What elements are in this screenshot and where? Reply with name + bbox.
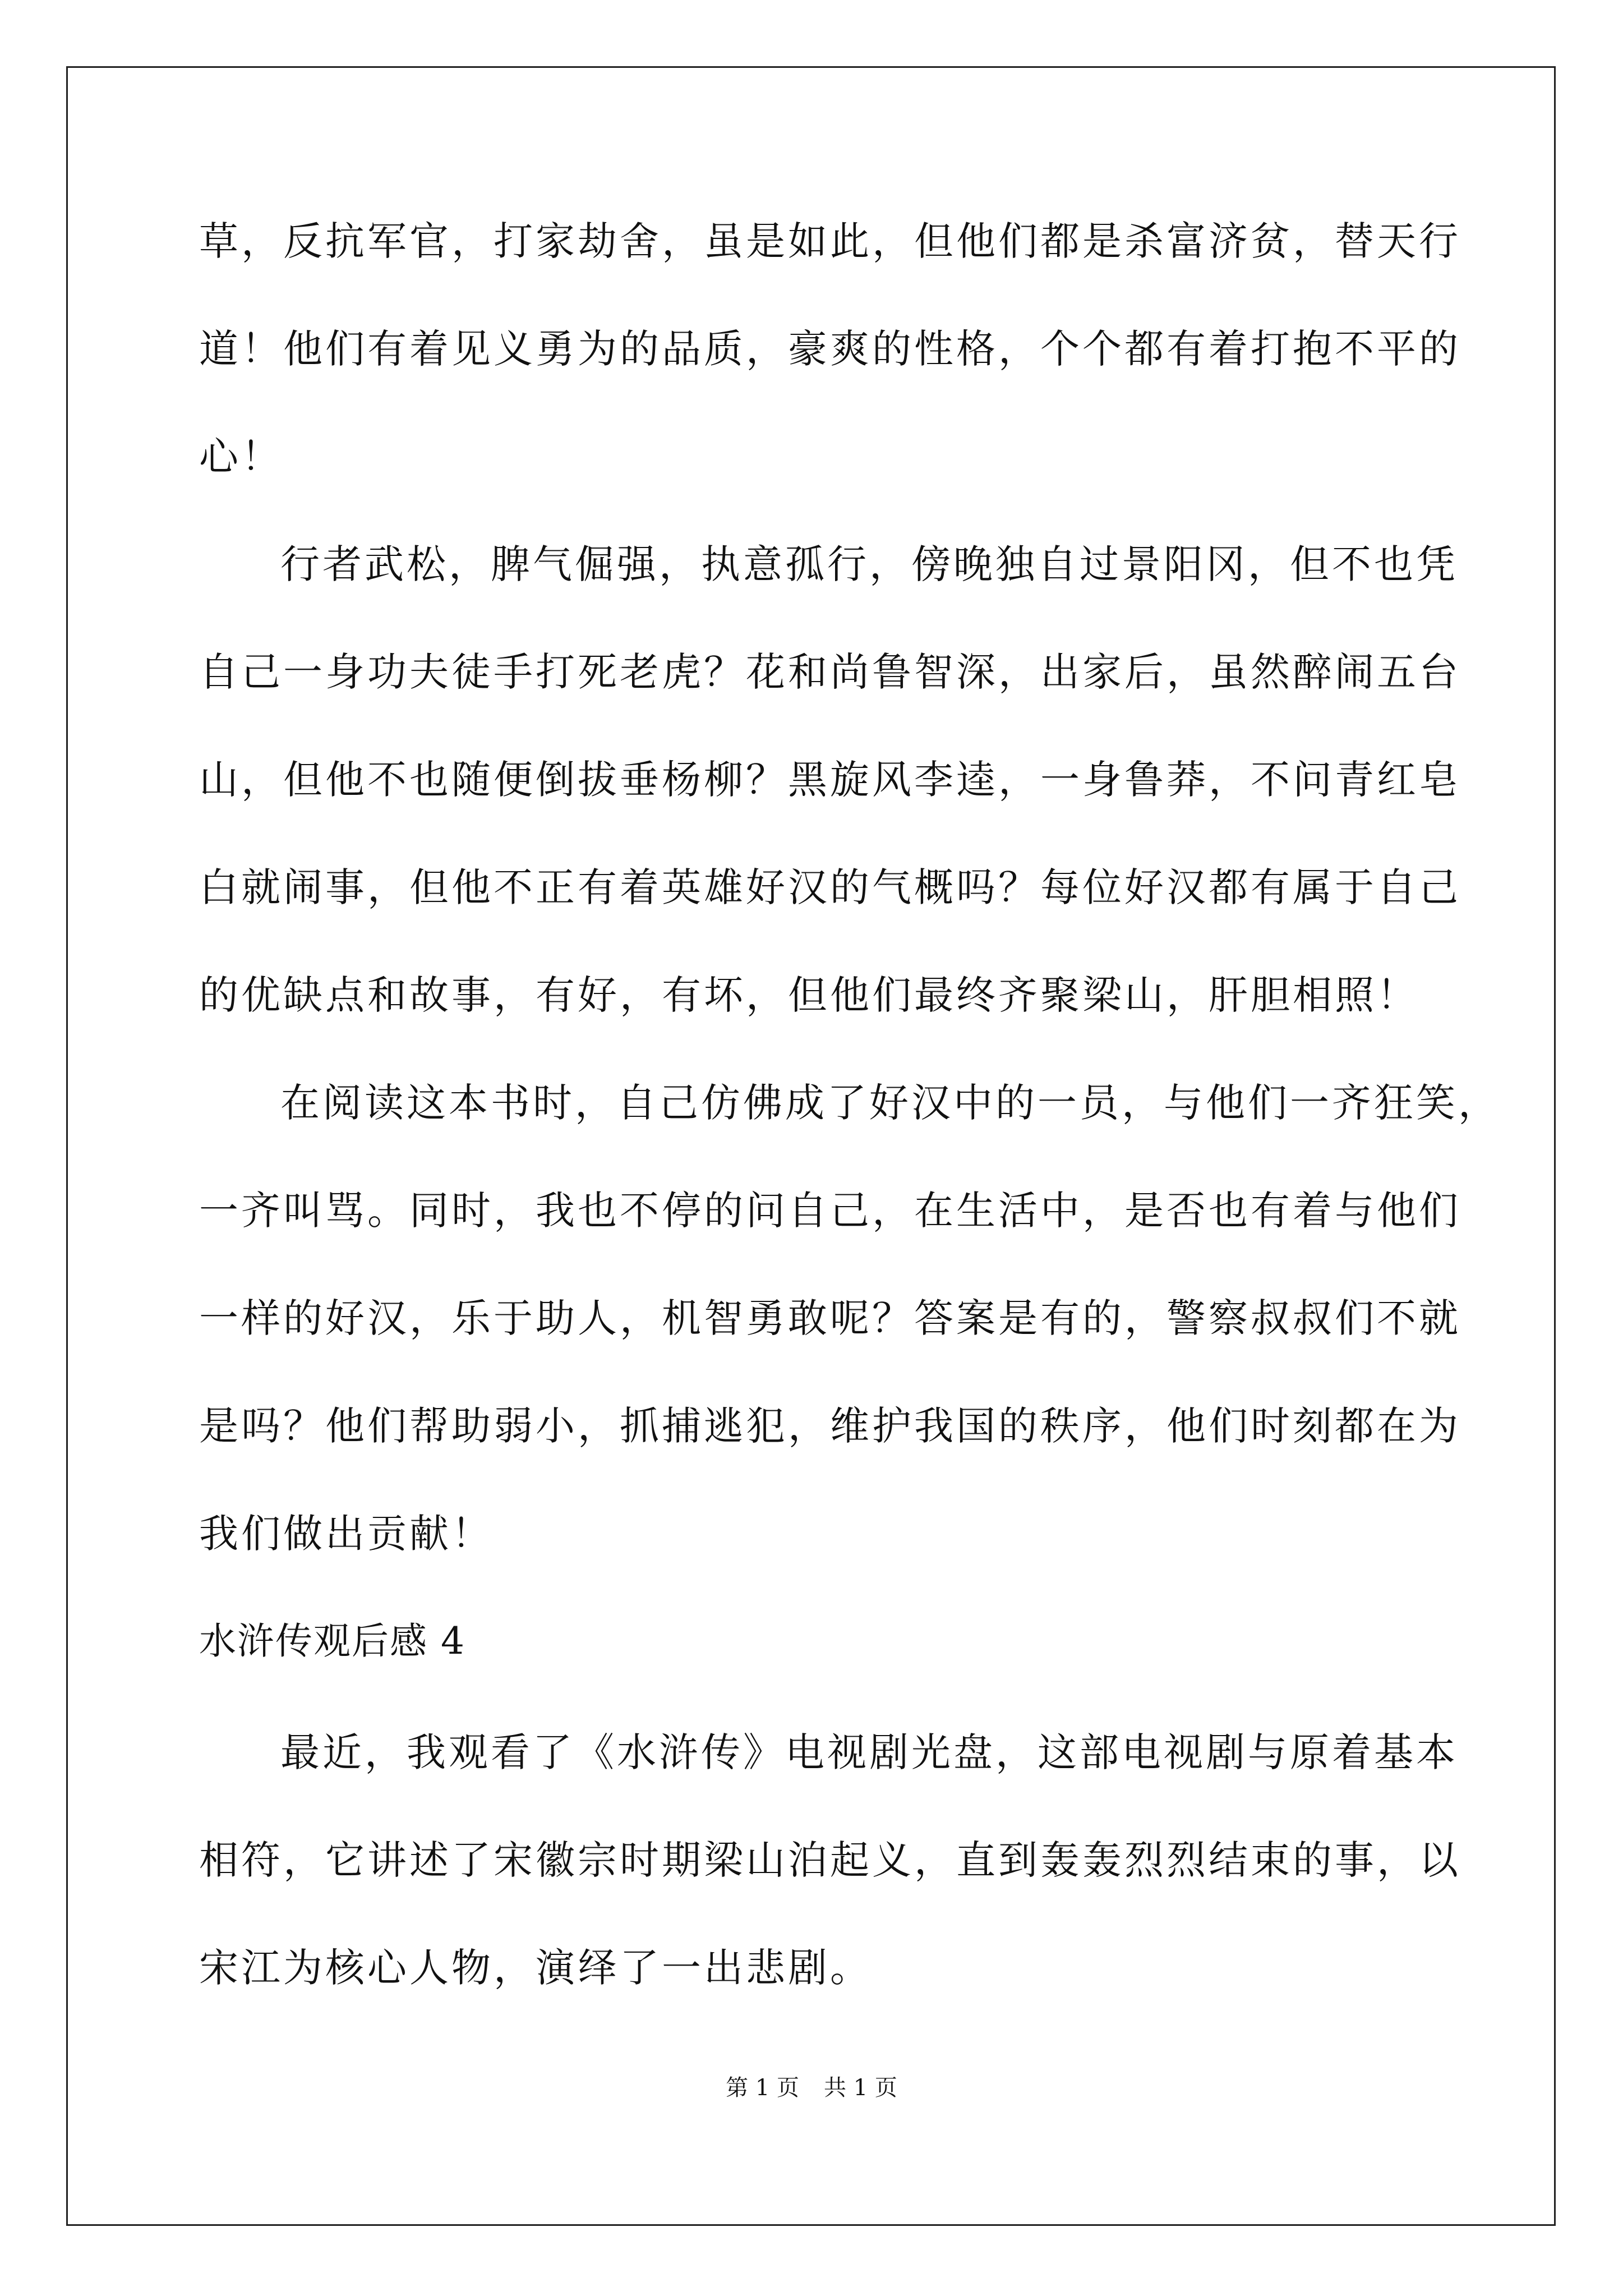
document-body — [199, 208, 1500, 2042]
page-footer — [0, 2070, 1623, 2102]
text-line: 相符，它讲述了宋徽宗时期梁山泊起义，直到轰轰烈烈结束的事，以 — [199, 1837, 1461, 1883]
text-line: 宋江为核心人物，演绎了一出悲剧。 — [199, 1945, 872, 1991]
text-line: 我们做出贡献！ — [199, 1511, 494, 1557]
page-total: 共 1 页 — [824, 2075, 897, 2101]
text-line: 山，但他不也随便倒拔垂杨柳？黑旋风李逵，一身鲁莽，不问青红皂 — [199, 757, 1461, 803]
text-line: 自己一身功夫徒手打死老虎？花和尚鲁智深，出家后，虽然醉闹五台 — [199, 649, 1461, 695]
text-line: 最近，我观看了《水浒传》电视剧光盘，这部电视剧与原着基本 — [280, 1729, 1458, 1775]
page-number: 第 1 页 — [726, 2075, 799, 2101]
text-line: 道！他们有着见义勇为的品质，豪爽的性格，个个都有着打抱不平的 — [199, 326, 1461, 372]
section-heading: 水浒传观后感 4 — [199, 1619, 465, 1663]
text-line: 在阅读这本书时，自己仿佛成了好汉中的一员，与他们一齐狂笑， — [280, 1080, 1500, 1126]
text-line: 是吗？他们帮助弱小，抓捕逃犯，维护我国的秩序，他们时刻都在为 — [199, 1403, 1461, 1449]
text-line: 白就闹事，但他不正有着英雄好汉的气概吗？每位好汉都有属于自己 — [199, 864, 1461, 910]
text-line: 行者武松，脾气倔强，执意孤行，傍晚独自过景阳冈，但不也凭 — [280, 541, 1458, 587]
text-line: 一齐叫骂。同时，我也不停的问自己，在生活中，是否也有着与他们 — [199, 1188, 1461, 1234]
text-line: 的优缺点和故事，有好，有坏，但他们最终齐聚梁山，肝胆相照！ — [199, 972, 1419, 1018]
text-line: 草，反抗军官，打家劫舍，虽是如此，但他们都是杀富济贫，替天行 — [199, 218, 1461, 264]
text-line: 一样的好汉，乐于助人，机智勇敢呢？答案是有的，警察叔叔们不就 — [199, 1295, 1461, 1341]
text-line: 心！ — [199, 434, 283, 480]
